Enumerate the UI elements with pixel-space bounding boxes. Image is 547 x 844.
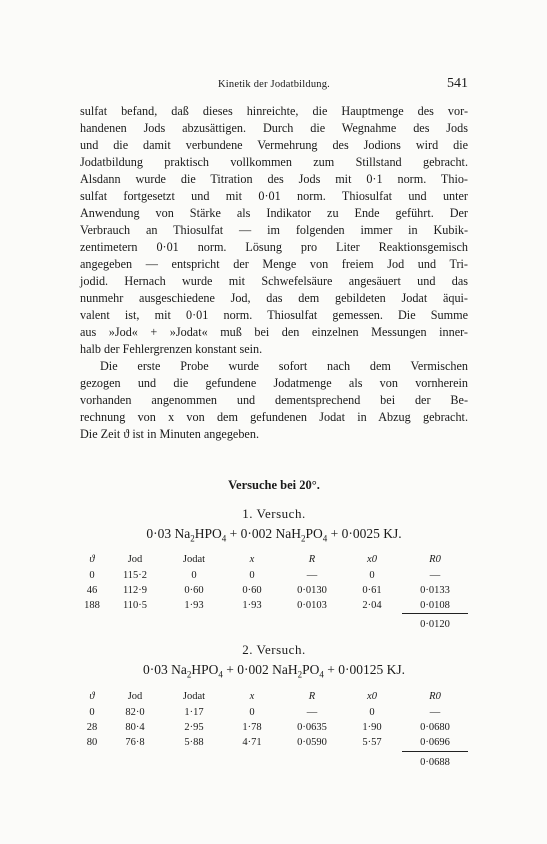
- table-cell: 0: [369, 570, 375, 581]
- column-header: x0: [367, 554, 377, 565]
- table-cell: 1·78: [242, 722, 262, 733]
- column-header: x0: [367, 691, 377, 702]
- table-cell: 0: [249, 707, 255, 718]
- column-header: x: [249, 691, 255, 702]
- table-header-row: [80, 551, 468, 568]
- table-cell: 115·2: [122, 570, 148, 581]
- text-line: halb der Fehlergrenzen konstant sein.: [80, 342, 263, 356]
- table-cell: 82·0: [125, 707, 145, 718]
- page-number: 541: [447, 76, 468, 91]
- text-line: Alsdann wurde die Titration des Jods mit 0·1 norm. Thio-: [80, 172, 468, 186]
- column-header: Jod: [127, 691, 143, 702]
- column-header: R: [308, 691, 316, 702]
- running-head: [80, 76, 468, 96]
- table-row: [80, 720, 468, 735]
- table-cell: —: [306, 707, 318, 718]
- table-cell: 80·4: [125, 722, 145, 733]
- table-cell: 76·8: [125, 737, 145, 748]
- table-cell: 0·0635: [297, 722, 327, 733]
- running-title: Kinetik der Jodatbildung.: [217, 79, 331, 90]
- table-cell: 188: [84, 600, 100, 611]
- table-cell: 4·71: [242, 737, 262, 748]
- experiment-formula: 0·03 $Na_2HPO_4 + 0\cdot 002$ $NaH_2PO_4 + 0\cdot 00125$ KJ.: [142, 662, 405, 680]
- text-line: aus »Jod« + »Jodat« muß bei den einzelnen Messungen inner-: [80, 325, 468, 339]
- table-cell: 0·61: [362, 585, 382, 596]
- text-line: jodid. Hernach wurde mit Schwefelsäure angesäuert und das: [80, 274, 468, 288]
- text-line: sulfat befand, daß dieses hinreichte, die Hauptmenge des vor-: [80, 104, 468, 118]
- table-cell: 0: [249, 570, 255, 581]
- table-cell: —: [429, 570, 441, 581]
- text-line: Anwendung von Stärke als Indikator zu Ende geführt. Der: [80, 206, 468, 220]
- text-line: zentimetern 0·01 norm. Lösung pro Liter Reaktionsgemisch: [80, 240, 468, 254]
- text-line: rechnung von x von dem gefundenen Jodat in Abzug gebracht.: [80, 410, 468, 424]
- column-header: ϑ: [89, 554, 95, 565]
- table-cell: 28: [86, 722, 98, 733]
- table-cell: 0: [369, 707, 375, 718]
- table-row: [80, 583, 468, 598]
- column-header: R0: [429, 691, 441, 702]
- table-cell: 0·0590: [297, 737, 327, 748]
- table-cell: 0·0103: [297, 600, 327, 611]
- table-cell: 2·95: [184, 722, 204, 733]
- sum-rule: [402, 613, 468, 614]
- text-line: Die Zeit ϑ ist in Minuten angegeben.: [80, 427, 259, 441]
- column-header: R: [308, 554, 316, 565]
- data-table: [80, 551, 468, 613]
- text-line: nunmehr ausgeschiedene Jod, das dem gebildeten Jodat äqui-: [80, 291, 468, 305]
- table-row: [80, 705, 468, 720]
- table-cell: 1·17: [184, 707, 204, 718]
- text-line: Jodatbildung praktisch vollkommen zum Stillstand gebracht.: [80, 155, 468, 169]
- table-cell: 0·0680: [420, 722, 450, 733]
- table-row: [80, 568, 468, 583]
- table-cell: 46: [86, 585, 98, 596]
- mean-value: 0·0120: [420, 619, 450, 630]
- table-row: [80, 735, 468, 750]
- text-line: Die erste Probe wurde sofort nach dem Vermischen: [100, 359, 468, 373]
- column-header: Jod: [127, 554, 143, 565]
- table-cell: 0: [89, 707, 95, 718]
- text-line: valent ist, mit 0·01 norm. Thiosulfat gemessen. Die Summe: [80, 308, 468, 322]
- sum-rule: [402, 751, 468, 752]
- experiment-title: 1. Versuch.: [242, 506, 306, 521]
- column-header: x: [249, 554, 255, 565]
- table-cell: 5·88: [184, 737, 204, 748]
- column-header: R0: [429, 554, 441, 565]
- table-cell: 0: [191, 570, 197, 581]
- table-cell: 80: [86, 737, 98, 748]
- table-cell: —: [306, 570, 318, 581]
- table-cell: 0·0696: [420, 737, 450, 748]
- table-cell: 5·57: [362, 737, 382, 748]
- text-line: angegeben — entspricht der Menge von freiem Jod und Tri-: [80, 257, 468, 271]
- table-cell: —: [429, 707, 441, 718]
- experiment-title: 2. Versuch.: [242, 642, 306, 657]
- table-cell: 0·0130: [297, 585, 327, 596]
- table-cell: 0·60: [184, 585, 204, 596]
- table-cell: 0·0133: [420, 585, 450, 596]
- text-line: vorhanden angenommen und dementsprechend bei der Be-: [80, 393, 468, 407]
- table-cell: 110·5: [122, 600, 148, 611]
- text-line: gezogen und die gefundene Jodatmenge als von vornherein: [80, 376, 468, 390]
- text-line: handenen Jods abzusättigen. Durch die Wegnahme des Jods: [80, 121, 468, 135]
- data-table: [80, 688, 468, 750]
- column-header: Jodat: [182, 554, 206, 565]
- table-cell: 1·90: [362, 722, 382, 733]
- table-cell: 1·93: [184, 600, 204, 611]
- mean-value: 0·0688: [420, 757, 450, 768]
- column-header: ϑ: [89, 691, 95, 702]
- table-header-row: [80, 688, 468, 705]
- text-line: und die damit verbundene Vermehrung des Jodions wird die: [80, 138, 468, 152]
- table-row: [80, 598, 468, 613]
- section-heading: Versuche bei 20°.: [228, 478, 320, 492]
- table-cell: 0·60: [242, 585, 262, 596]
- experiment-formula: 0·03 $Na_2HPO_4 + 0\cdot 002$ $NaH_2PO_4 + 0\cdot 0025$ KJ.: [146, 526, 402, 544]
- text-line: Verbrauch an Thiosulfat — im folgenden immer in Kubik-: [80, 223, 468, 237]
- column-header: Jodat: [182, 691, 206, 702]
- table-cell: 1·93: [242, 600, 262, 611]
- body-text: [80, 103, 468, 443]
- text-line: sulfat fortgesetzt und mit 0·01 norm. Thiosulfat und unter: [80, 189, 468, 203]
- table-cell: 112·9: [122, 585, 148, 596]
- table-cell: 2·04: [362, 600, 382, 611]
- table-cell: 0·0108: [420, 600, 450, 611]
- table-cell: 0: [89, 570, 95, 581]
